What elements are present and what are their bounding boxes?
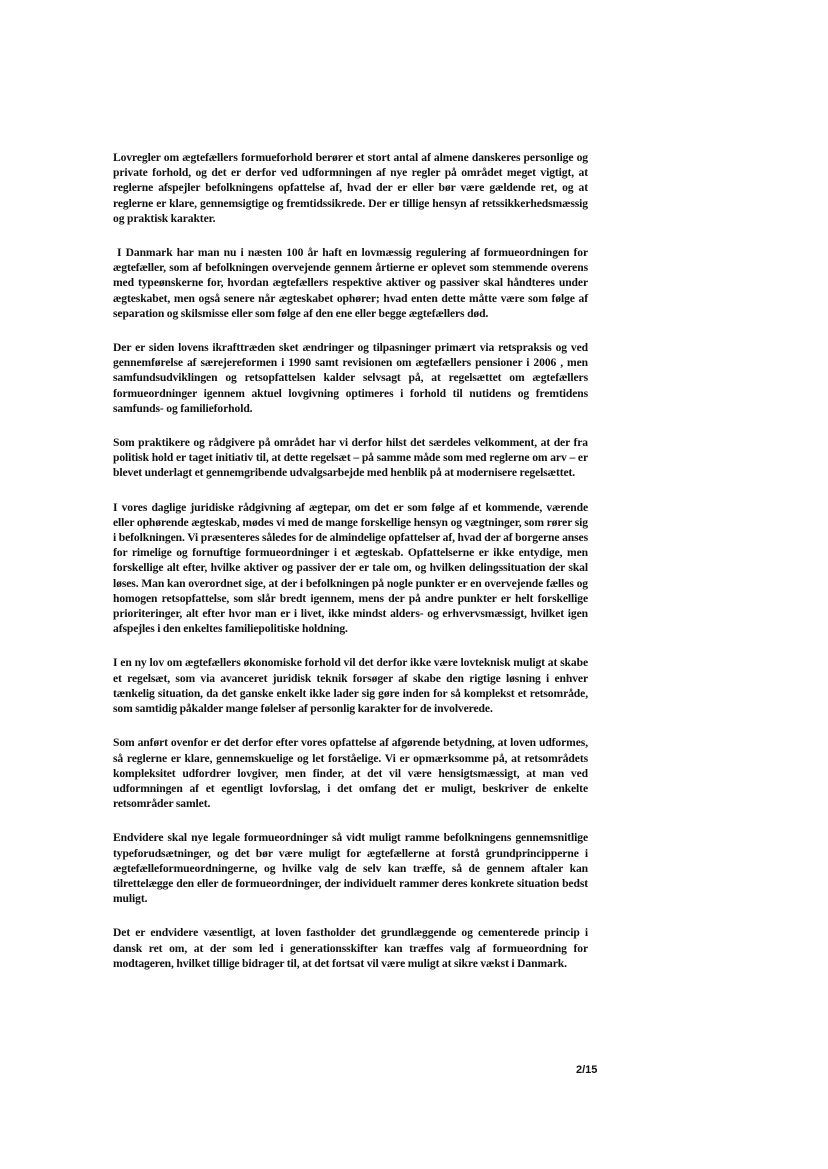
paragraph-9: Det er endvidere væsentligt, at loven fastholder det grundlæggende og cementerede princip i dansk ret om, at der som led i generationsskifter kan træffes valg af formueordning for modtageren, hvilket tillige bidrager til, at det fortsat vil være muligt at sikre vækst i Danmark. [113, 926, 588, 970]
page-number: 2/15 [576, 1064, 598, 1076]
paragraph-3: Der er siden lovens ikrafttræden sket ændringer og tilpasninger primært via retspraksis og ved gennemførelse af særejereformen i 1990 samt revisionen om ægtefællers pensioner i 2006 , men samfundsudviklingen og retsopfattelsen kalder selvsagt på, at regelsættet om ægtefællers formueordninger igennem aktuel lovgivning optimeres i forhold til nutidens og fremtidens samfunds- og familieforhold. [113, 341, 588, 415]
paragraph-1: Lovregler om ægtefællers formueforhold berører et stort antal af almene danskeres personlige og private forhold, og det er derfor ved udformningen af nye regler på området meget vigtigt, at reglerne afspejler befolkningens opfattelse af, hvad der er eller bør være gældende ret, og at reglerne er klare, gennemsigtige og fremtidssikrede. Der er tillige hensyn af retssikkerhedsmæssig og praktisk karakter. [113, 151, 588, 225]
document-body [113, 150, 588, 990]
paragraph-4: Som praktikere og rådgivere på området har vi derfor hilst det særdeles velkomment, at der fra politisk hold er taget initiativ til, at dette regelsæt – på samme måde som med reglerne om arv – er blevet underlagt et gennemgribende udvalgsarbejde med henblik på at modernisere regelsættet. [113, 436, 588, 480]
paragraph-6: I en ny lov om ægtefællers økonomiske forhold vil det derfor ikke være lovteknisk muligt at skabe et regelsæt, som via avanceret juridisk teknik forsøger af skabe den rigtige løsning i enhver tænkelig situation, da det ganske enkelt ikke lader sig gøre inden for så komplekst et retsområde, som samtidig påkalder mange følelser af personlig karakter for de involverede. [113, 656, 588, 716]
paragraph-2: I Danmark har man nu i næsten 100 år haft en lovmæssig regulering af formueordningen for ægtefæller, som af befolkningen overvejende gennem årtierne er oplevet som stemmende overens med typeønskerne for, hvordan ægtefællers respektive aktiver og passiver skal håndteres under ægteskabet, men også senere når ægteskabet ophører; hvad enten dette måtte være som følge af separation og skilsmisse eller som følge af den ene eller begge ægtefællers død. [113, 246, 588, 320]
paragraph-5: I vores daglige juridiske rådgivning af ægtepar, om det er som følge af et kommende, værende eller ophørende ægteskab, mødes vi med de mange forskellige hensyn og vægtninger, som rører sig i befolkningen. Vi præsenteres således for de almindelige opfattelser af, hvad der af borgerne anses for rimelige og fornuftige formueordninger i et ægteskab. Opfattelserne er ikke entydige, men forskellige alt efter, hvilke aktiver og passiver der er tale om, og hvilken delingssituation der skal løses. Man kan overordnet sige, at der i befolkningen på nogle punkter er en overvejende fælles og homogen retsopfattelse, som slår bredt igennem, mens der på andre punkter er helt forskellige prioriteringer, alt efter hvor man er i livet, ikke mindst alders- og erhvervsmæssigt, hvilket igen afspejles i den enkeltes familiepolitiske holdning. [113, 500, 588, 636]
paragraph-7: Som anført ovenfor er det derfor efter vores opfattelse af afgørende betydning, at loven udformes, så reglerne er klare, gennemskuelige og let forståelige. Vi er opmærksomme på, at retsområdets kompleksitet udfordrer lovgiver, men finder, at det vil være hensigtsmæssigt, at man ved udformningen af et egentligt lovforslag, i det omfang det er muligt, beskriver de enkelte retsområder samlet. [113, 736, 588, 811]
paragraph-8: Endvidere skal nye legale formueordninger så vidt muligt ramme befolkningens gennemsnitlige typeforudsætninger, og det bør være muligt for ægtefællerne at forstå grundprincipperne i ægtefælleformueordningerne, og hvilke valg de selv kan træffe, så de gennem aftaler kan tilrettelægge den eller de formueordninger, der individuelt rammer deres konkrete situation bedst muligt. [113, 831, 588, 906]
